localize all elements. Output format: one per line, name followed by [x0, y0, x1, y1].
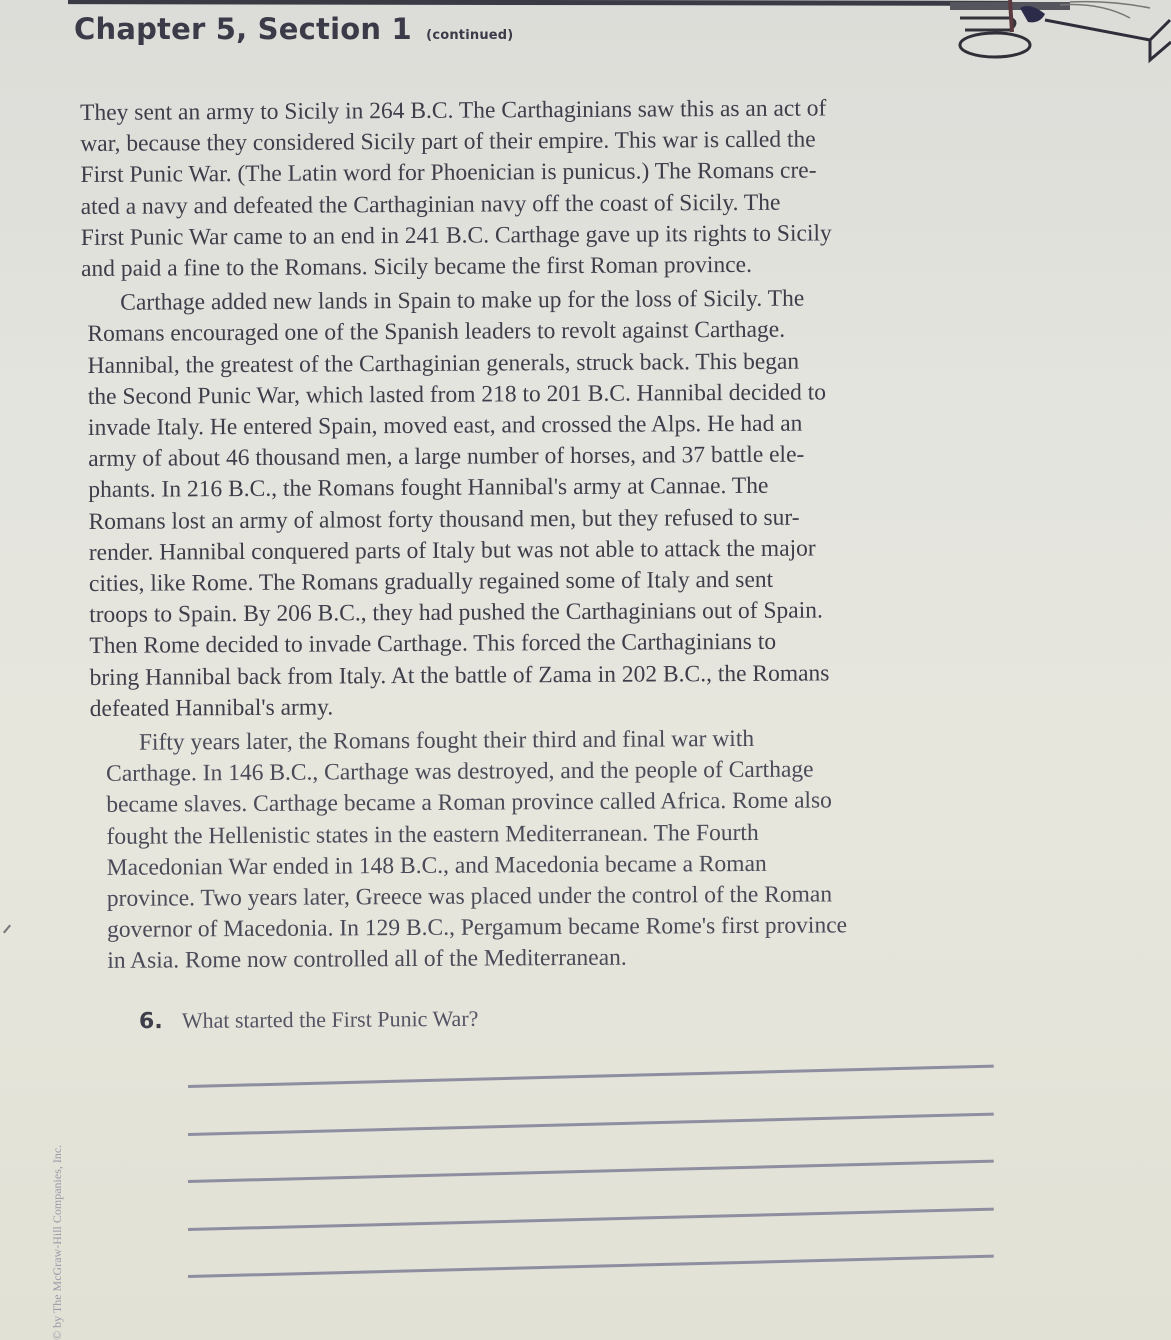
book-pencil-icon — [950, 0, 1171, 70]
text-line: governor of Macedonia. In 129 B.C., Pergamum became Rome's first province — [107, 912, 848, 944]
reading-passage — [80, 92, 1015, 977]
text-line: Romans lost an army of almost forty thousand men, but they refused to sur- — [88, 504, 800, 535]
question-6 — [139, 1006, 479, 1034]
text-line: First Punic War came to an end in 241 B.C. Carthage gave up its rights to Sicily — [80, 220, 832, 251]
text-line: They sent an army to Sicily in 264 B.C. The Carthaginians saw this as an act of — [80, 95, 827, 126]
chapter-title: Chapter 5, Section 1 — [74, 12, 412, 46]
answer-line-2[interactable] — [188, 1113, 994, 1136]
text-line: army of about 46 thousand men, a large number of horses, and 37 battle ele- — [88, 441, 805, 473]
text-line: render. Hannibal conquered parts of Italy but was not able to attack the major — [88, 535, 816, 566]
answer-line-4[interactable] — [188, 1208, 994, 1231]
text-line: cities, like Rome. The Romans gradually regained some of Italy and sent — [88, 566, 774, 598]
text-line: Romans encouraged one of the Spanish leaders to revolt against Carthage. — [87, 317, 786, 348]
text-line: in Asia. Rome now controlled all of the Mediterranean. — [107, 945, 627, 975]
text-line: and paid a fine to the Romans. Sicily became the first Roman province. — [80, 251, 752, 283]
text-line: ated a navy and defeated the Carthaginian navy off the coast of Sicily. The — [80, 189, 781, 220]
text-line: Then Rome decided to invade Carthage. This forced the Carthaginians to — [89, 629, 777, 660]
text-line: troops to Spain. By 206 B.C., they had pushed the Carthaginians out of Spain. — [89, 597, 823, 629]
top-rule-divider — [68, 0, 1008, 6]
copyright-notice: © by The McGraw-Hill Companies, Inc. — [50, 1144, 64, 1340]
page-header — [74, 12, 513, 46]
text-line: phants. In 216 B.C., the Romans fought Hannibal's army at Cannae. The — [88, 473, 769, 504]
question-text: What started the First Punic War? — [181, 1005, 479, 1033]
text-line: Hannibal, the greatest of the Carthaginian generals, struck back. This began — [87, 348, 800, 379]
text-line: fought the Hellenistic states in the eastern Mediterranean. The Fourth — [106, 819, 759, 850]
margin-mark — [3, 925, 11, 934]
text-line: invade Italy. He entered Spain, moved east, and crossed the Alps. He had an — [87, 410, 803, 441]
text-line: war, because they considered Sicily part of their empire. This war is called the — [80, 126, 816, 158]
question-number: 6. — [138, 1009, 163, 1035]
answer-line-5[interactable] — [188, 1255, 994, 1278]
text-line: Carthage added new lands in Spain to make up for the loss of Sicily. The — [120, 285, 805, 316]
text-line: became slaves. Carthage became a Roman province called Africa. Rome also — [106, 787, 832, 819]
text-line: Fifty years later, the Romans fought their third and final war with — [138, 725, 755, 756]
text-line: defeated Hannibal's army. — [89, 694, 334, 722]
paragraph-1 — [80, 92, 1011, 285]
text-line: bring Hannibal back from Italy. At the battle of Zama in 202 B.C., the Romans — [89, 660, 830, 691]
paragraph-3 — [106, 722, 1016, 977]
text-line: the Second Punic War, which lasted from 218 to 201 B.C. Hannibal decided to — [87, 379, 827, 410]
answer-line-3[interactable] — [188, 1160, 994, 1183]
answer-line-1[interactable] — [188, 1065, 994, 1088]
continued-label: (continued) — [426, 28, 514, 43]
text-line: province. Two years later, Greece was placed under the control of the Roman — [106, 881, 833, 912]
paragraph-2 — [87, 283, 1014, 725]
text-line: Macedonian War ended in 148 B.C., and Macedonia became a Roman — [106, 850, 767, 881]
text-line: Carthage. In 146 B.C., Carthage was destroyed, and the people of Carthage — [106, 756, 814, 788]
text-line: First Punic War. (The Latin word for Phoenician is punicus.) The Romans cre- — [80, 157, 817, 189]
